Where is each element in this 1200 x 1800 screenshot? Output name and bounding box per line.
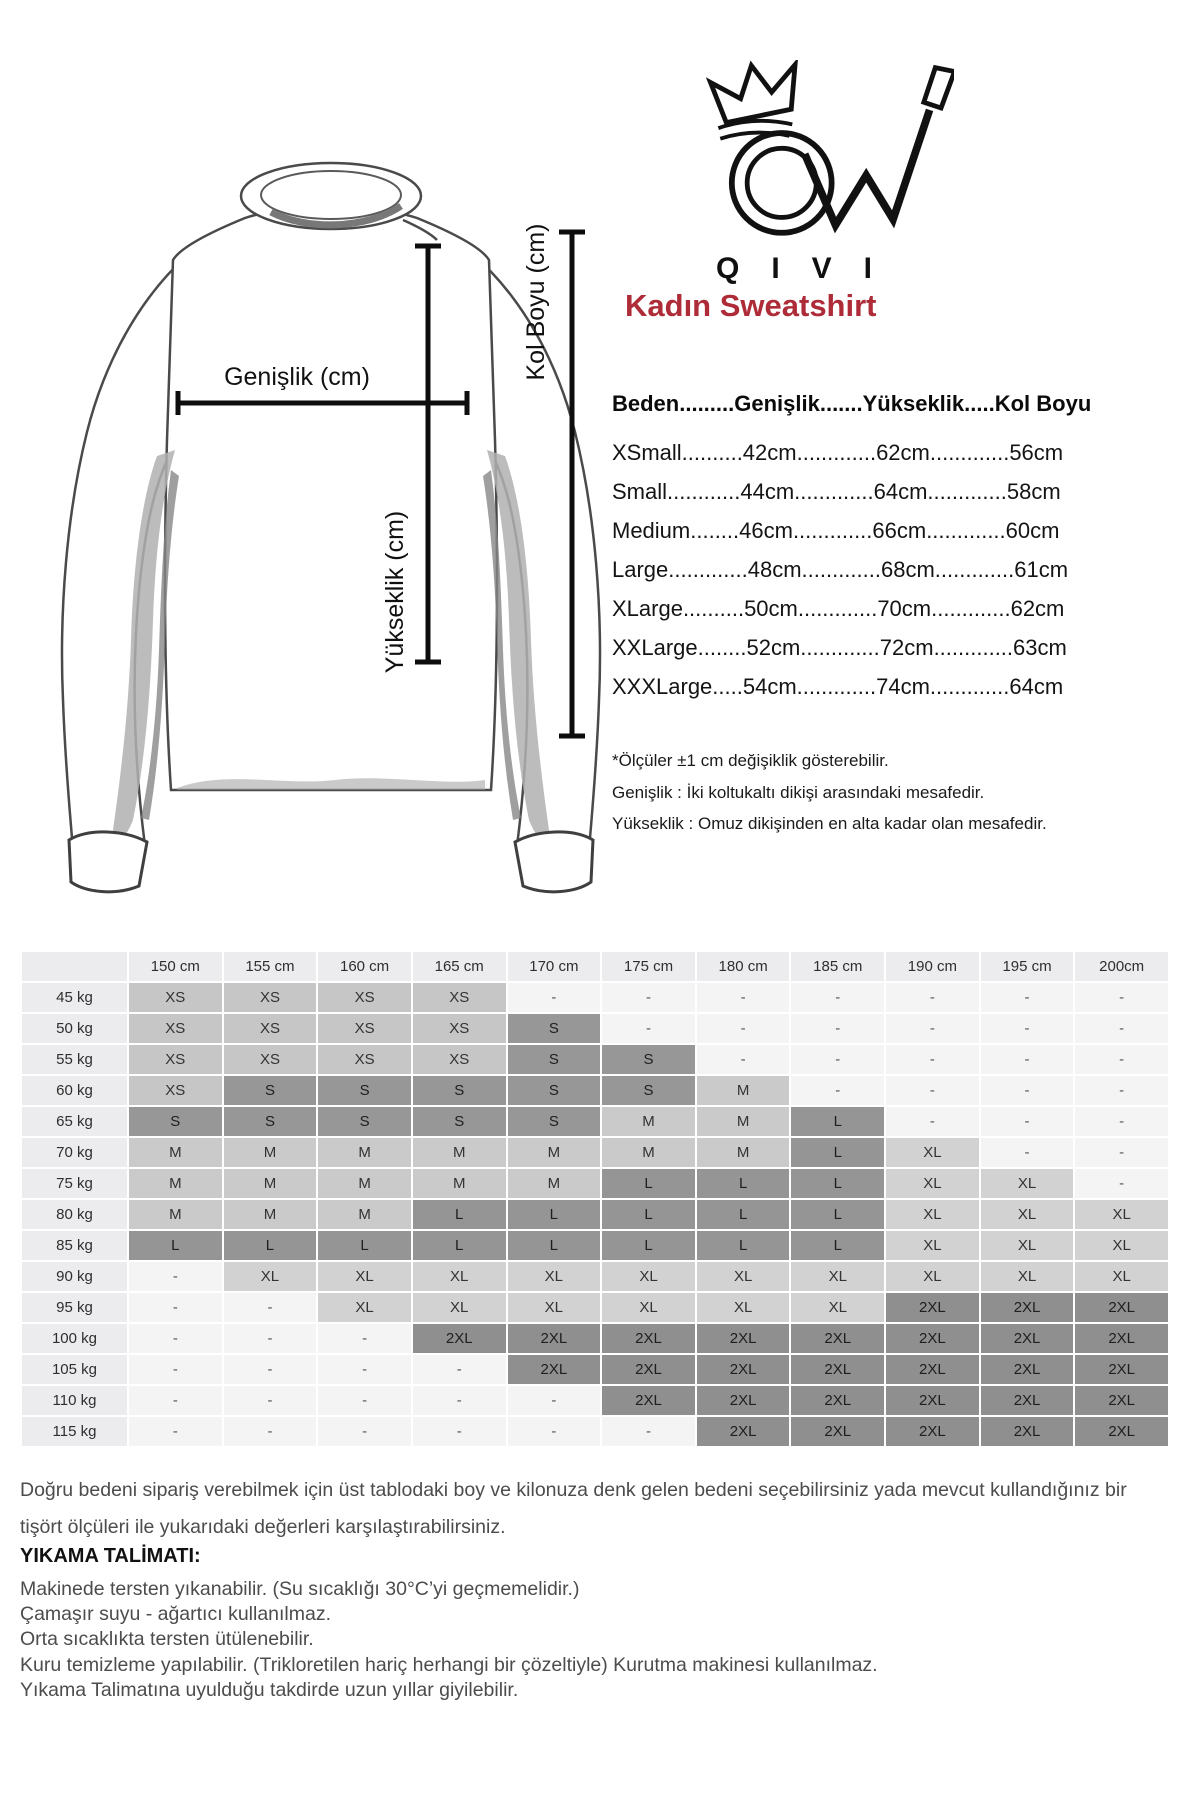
matrix-cell: - bbox=[981, 1107, 1074, 1136]
matrix-cell: 2XL bbox=[602, 1324, 695, 1353]
matrix-cell: L bbox=[602, 1231, 695, 1260]
matrix-cell: - bbox=[508, 983, 601, 1012]
sizing-help-text: Doğru bedeni sipariş verebilmek için üst tablodaki boy ve kilonuza denk gelen bedeni seçebilirsiniz yada mevcut kullandığınız bir tişört ölçüleri ile yukarıdaki değerleri karşılaştırabilirsiniz. bbox=[20, 1479, 1127, 1538]
matrix-cell: M bbox=[508, 1138, 601, 1167]
matrix-cell: L bbox=[791, 1107, 884, 1136]
matrix-cell: M bbox=[318, 1169, 411, 1198]
matrix-cell: - bbox=[791, 1045, 884, 1074]
size-list-rows bbox=[612, 433, 1069, 706]
matrix-cell: - bbox=[129, 1417, 222, 1446]
size-list-row: Small............44cm.............64cm.............58cm bbox=[612, 479, 1061, 504]
matrix-cell: - bbox=[318, 1417, 411, 1446]
collar-inner bbox=[261, 171, 401, 219]
matrix-cell: L bbox=[697, 1169, 790, 1198]
height-measure-label: Yükseklik (cm) bbox=[381, 510, 409, 674]
matrix-cell: - bbox=[791, 983, 884, 1012]
matrix-cell: - bbox=[981, 1076, 1074, 1105]
matrix-cell: XS bbox=[129, 1014, 222, 1043]
matrix-cell: 2XL bbox=[791, 1324, 884, 1353]
matrix-cell: XS bbox=[318, 983, 411, 1012]
matrix-cell: S bbox=[602, 1045, 695, 1074]
matrix-cell: - bbox=[1075, 1169, 1168, 1198]
matrix-cell: M bbox=[129, 1169, 222, 1198]
matrix-cell: 2XL bbox=[981, 1293, 1074, 1322]
matrix-cell: - bbox=[129, 1262, 222, 1291]
matrix-weight-label: 55 kg bbox=[22, 1045, 127, 1074]
matrix-cell: 2XL bbox=[1075, 1417, 1168, 1446]
matrix-height-header: 160 cm bbox=[318, 952, 411, 981]
matrix-cell: 2XL bbox=[886, 1386, 979, 1415]
matrix-cell: L bbox=[602, 1169, 695, 1198]
matrix-cell: XL bbox=[602, 1293, 695, 1322]
matrix-cell: XS bbox=[413, 983, 506, 1012]
product-title: Kadın Sweatshirt bbox=[625, 288, 877, 323]
matrix-cell: XL bbox=[224, 1262, 317, 1291]
matrix-cell: M bbox=[697, 1138, 790, 1167]
matrix-cell: XS bbox=[224, 1045, 317, 1074]
matrix-cell: S bbox=[413, 1107, 506, 1136]
matrix-cell: - bbox=[602, 1417, 695, 1446]
size-list-row: XXXLarge.....54cm.............74cm.............64cm bbox=[612, 674, 1064, 699]
brand-wordmark: QIVI bbox=[716, 252, 905, 285]
matrix-weight-label: 85 kg bbox=[22, 1231, 127, 1260]
matrix-cell: - bbox=[508, 1386, 601, 1415]
matrix-cell: L bbox=[791, 1231, 884, 1260]
matrix-cell: XS bbox=[129, 1076, 222, 1105]
matrix-cell: L bbox=[129, 1231, 222, 1260]
matrix-cell: XL bbox=[1075, 1231, 1168, 1260]
matrix-cell: - bbox=[1075, 1107, 1168, 1136]
matrix-cell: XL bbox=[981, 1200, 1074, 1229]
matrix-cell: XS bbox=[129, 1045, 222, 1074]
matrix-weight-label: 60 kg bbox=[22, 1076, 127, 1105]
matrix-cell: - bbox=[413, 1355, 506, 1384]
matrix-height-header: 180 cm bbox=[697, 952, 790, 981]
matrix-corner-cell bbox=[22, 952, 127, 981]
matrix-cell: XS bbox=[318, 1045, 411, 1074]
matrix-cell: XL bbox=[508, 1262, 601, 1291]
matrix-cell: 2XL bbox=[602, 1355, 695, 1384]
matrix-cell: XL bbox=[981, 1262, 1074, 1291]
matrix-cell: XL bbox=[413, 1262, 506, 1291]
matrix-cell: XL bbox=[1075, 1200, 1168, 1229]
width-measure-label: Genişlik (cm) bbox=[224, 363, 370, 391]
matrix-cell: XL bbox=[886, 1138, 979, 1167]
size-note: Yükseklik : Omuz dikişinden en alta kadar olan mesafedir. bbox=[612, 814, 1047, 833]
size-list-row: XLarge..........50cm.............70cm.............62cm bbox=[612, 596, 1065, 621]
matrix-weight-label: 90 kg bbox=[22, 1262, 127, 1291]
matrix-cell: - bbox=[318, 1386, 411, 1415]
matrix-cell: - bbox=[886, 1045, 979, 1074]
matrix-cell: XL bbox=[318, 1293, 411, 1322]
matrix-cell: XL bbox=[886, 1231, 979, 1260]
matrix-cell: 2XL bbox=[886, 1355, 979, 1384]
matrix-cell: - bbox=[886, 1076, 979, 1105]
matrix-cell: 2XL bbox=[981, 1324, 1074, 1353]
matrix-cell: - bbox=[224, 1417, 317, 1446]
matrix-height-header: 175 cm bbox=[602, 952, 695, 981]
care-line: Makinede tersten yıkanabilir. (Su sıcaklığı 30°C’yi geçmemelidir.) bbox=[20, 1578, 580, 1600]
matrix-cell: - bbox=[791, 1076, 884, 1105]
size-list bbox=[612, 391, 1092, 840]
matrix-cell: XS bbox=[224, 1014, 317, 1043]
matrix-weight-label: 70 kg bbox=[22, 1138, 127, 1167]
matrix-cell: L bbox=[791, 1169, 884, 1198]
matrix-cell: - bbox=[1075, 1138, 1168, 1167]
matrix-cell: XL bbox=[508, 1293, 601, 1322]
matrix-cell: L bbox=[791, 1138, 884, 1167]
matrix-cell: S bbox=[508, 1076, 601, 1105]
matrix-cell: - bbox=[981, 1138, 1074, 1167]
matrix-cell: 2XL bbox=[697, 1386, 790, 1415]
matrix-cell: 2XL bbox=[791, 1355, 884, 1384]
matrix-cell: S bbox=[508, 1107, 601, 1136]
matrix-cell: - bbox=[1075, 1045, 1168, 1074]
matrix-cell: XL bbox=[318, 1262, 411, 1291]
matrix-cell: S bbox=[318, 1107, 411, 1136]
matrix-cell: L bbox=[413, 1231, 506, 1260]
matrix-cell: - bbox=[129, 1355, 222, 1384]
matrix-cell: L bbox=[508, 1231, 601, 1260]
matrix-cell: XL bbox=[886, 1262, 979, 1291]
matrix-cell: - bbox=[1075, 983, 1168, 1012]
size-note: *Ölçüler ±1 cm değişiklik gösterebilir. bbox=[612, 751, 889, 770]
matrix-cell: M bbox=[224, 1169, 317, 1198]
care-line: Çamaşır suyu - ağartıcı kullanılmaz. bbox=[20, 1603, 332, 1626]
matrix-cell: S bbox=[318, 1076, 411, 1105]
matrix-height-header: 150 cm bbox=[129, 952, 222, 981]
matrix-cell: XL bbox=[886, 1200, 979, 1229]
care-line: Yıkama Talimatına uyulduğu takdirde uzun yıllar giyilebilir. bbox=[20, 1678, 519, 1701]
matrix-cell: - bbox=[224, 1293, 317, 1322]
matrix-cell: M bbox=[697, 1076, 790, 1105]
matrix-weight-label: 80 kg bbox=[22, 1200, 127, 1229]
matrix-cell: - bbox=[602, 983, 695, 1012]
matrix-cell: XS bbox=[413, 1014, 506, 1043]
matrix-cell: - bbox=[602, 1014, 695, 1043]
matrix-cell: 2XL bbox=[697, 1417, 790, 1446]
matrix-cell: 2XL bbox=[602, 1386, 695, 1415]
matrix-weight-label: 105 kg bbox=[22, 1355, 127, 1384]
matrix-cell: 2XL bbox=[1075, 1293, 1168, 1322]
matrix-cell: 2XL bbox=[1075, 1355, 1168, 1384]
matrix-height-header: 200cm bbox=[1075, 952, 1168, 981]
sweatshirt-diagram bbox=[25, 140, 615, 910]
matrix-cell: M bbox=[129, 1138, 222, 1167]
care-lines bbox=[20, 1577, 1170, 1703]
matrix-cell: XL bbox=[697, 1293, 790, 1322]
matrix-cell: S bbox=[508, 1014, 601, 1043]
matrix-cell: M bbox=[508, 1169, 601, 1198]
matrix-cell: L bbox=[791, 1200, 884, 1229]
matrix-cell: L bbox=[413, 1200, 506, 1229]
care-line: Kuru temizleme yapılabilir. (Trikloretilen hariç herhangi bir çözeltiyle) Kurutma makinesi kullanılmaz. bbox=[20, 1653, 878, 1676]
matrix-cell: M bbox=[318, 1200, 411, 1229]
matrix-height-header: 155 cm bbox=[224, 952, 317, 981]
matrix-cell: XS bbox=[413, 1045, 506, 1074]
matrix-cell: M bbox=[602, 1138, 695, 1167]
matrix-cell: XL bbox=[981, 1231, 1074, 1260]
matrix-cell: XS bbox=[129, 983, 222, 1012]
care-line: Orta sıcaklıkta tersten ütülenebilir. bbox=[20, 1628, 314, 1651]
matrix-cell: L bbox=[697, 1200, 790, 1229]
matrix-cell: S bbox=[602, 1076, 695, 1105]
matrix-cell: XL bbox=[791, 1262, 884, 1291]
matrix-cell: XL bbox=[413, 1293, 506, 1322]
matrix-height-header: 195 cm bbox=[981, 952, 1074, 981]
matrix-weight-label: 65 kg bbox=[22, 1107, 127, 1136]
matrix-height-header: 165 cm bbox=[413, 952, 506, 981]
matrix-cell: M bbox=[318, 1138, 411, 1167]
matrix-cell: - bbox=[224, 1386, 317, 1415]
right-cuff bbox=[515, 832, 593, 892]
matrix-cell: XL bbox=[791, 1293, 884, 1322]
matrix-height-header: 190 cm bbox=[886, 952, 979, 981]
matrix-cell: S bbox=[508, 1045, 601, 1074]
matrix-weight-label: 95 kg bbox=[22, 1293, 127, 1322]
matrix-cell: XL bbox=[981, 1169, 1074, 1198]
matrix-weight-label: 110 kg bbox=[22, 1386, 127, 1415]
matrix-cell: M bbox=[224, 1200, 317, 1229]
matrix-cell: L bbox=[602, 1200, 695, 1229]
matrix-cell: 2XL bbox=[886, 1293, 979, 1322]
matrix-weight-label: 100 kg bbox=[22, 1324, 127, 1353]
size-list-header: Beden.........Genişlik.......Yükseklik.....Kol Boyu bbox=[612, 391, 1092, 416]
brand-logo-icon bbox=[692, 60, 954, 252]
matrix-cell: - bbox=[129, 1293, 222, 1322]
matrix-cell: - bbox=[697, 1014, 790, 1043]
size-list-row: Large.............48cm.............68cm.............61cm bbox=[612, 557, 1069, 582]
matrix-cell: 2XL bbox=[981, 1417, 1074, 1446]
matrix-cell: XS bbox=[318, 1014, 411, 1043]
size-matrix bbox=[22, 952, 1168, 1446]
matrix-cell: XL bbox=[1075, 1262, 1168, 1291]
matrix-cell: 2XL bbox=[886, 1324, 979, 1353]
matrix-cell: M bbox=[413, 1169, 506, 1198]
size-list-row: XSmall..........42cm.............62cm.............56cm bbox=[612, 440, 1064, 465]
matrix-cell: - bbox=[318, 1324, 411, 1353]
left-cuff bbox=[69, 832, 147, 892]
matrix-cell: L bbox=[318, 1231, 411, 1260]
matrix-cell: 2XL bbox=[981, 1355, 1074, 1384]
matrix-cell: L bbox=[508, 1200, 601, 1229]
matrix-cell: - bbox=[129, 1324, 222, 1353]
matrix-cell: XS bbox=[224, 983, 317, 1012]
matrix-cell: 2XL bbox=[1075, 1386, 1168, 1415]
matrix-cell: - bbox=[886, 1014, 979, 1043]
size-list-row: XXLarge........52cm.............72cm.............63cm bbox=[612, 635, 1067, 660]
matrix-cell: 2XL bbox=[508, 1355, 601, 1384]
matrix-cell: L bbox=[697, 1231, 790, 1260]
logo-accent-mark bbox=[924, 68, 954, 108]
matrix-cell: M bbox=[697, 1107, 790, 1136]
crown-icon bbox=[709, 60, 803, 124]
matrix-cell: S bbox=[224, 1107, 317, 1136]
matrix-cell: - bbox=[224, 1324, 317, 1353]
matrix-cell: 2XL bbox=[791, 1417, 884, 1446]
matrix-cell: - bbox=[697, 983, 790, 1012]
matrix-cell: - bbox=[981, 983, 1074, 1012]
matrix-cell: - bbox=[129, 1386, 222, 1415]
matrix-cell: - bbox=[1075, 1076, 1168, 1105]
matrix-cell: 2XL bbox=[697, 1355, 790, 1384]
matrix-cell: 2XL bbox=[697, 1324, 790, 1353]
matrix-cell: XL bbox=[697, 1262, 790, 1291]
matrix-cell: M bbox=[224, 1138, 317, 1167]
matrix-cell: 2XL bbox=[981, 1386, 1074, 1415]
matrix-weight-label: 45 kg bbox=[22, 983, 127, 1012]
torso bbox=[165, 208, 497, 791]
matrix-cell: L bbox=[224, 1231, 317, 1260]
brand bbox=[692, 60, 972, 286]
matrix-cell: - bbox=[791, 1014, 884, 1043]
matrix-cell: M bbox=[413, 1138, 506, 1167]
size-note: Genişlik : İki koltukaltı dikişi arasındaki mesafedir. bbox=[612, 782, 985, 802]
matrix-cell: 2XL bbox=[791, 1386, 884, 1415]
matrix-cell: XL bbox=[886, 1169, 979, 1198]
matrix-cell: S bbox=[413, 1076, 506, 1105]
sleeve-measure-label: Kol Boyu (cm) bbox=[522, 223, 550, 381]
matrix-height-header: 170 cm bbox=[508, 952, 601, 981]
matrix-cell: - bbox=[697, 1045, 790, 1074]
matrix-cell: - bbox=[224, 1355, 317, 1384]
matrix-cell: M bbox=[129, 1200, 222, 1229]
matrix-cell: - bbox=[886, 983, 979, 1012]
matrix-weight-label: 115 kg bbox=[22, 1417, 127, 1446]
matrix-cell: - bbox=[981, 1045, 1074, 1074]
size-notes bbox=[612, 745, 1047, 840]
matrix-cell: - bbox=[886, 1107, 979, 1136]
matrix-cell: 2XL bbox=[508, 1324, 601, 1353]
matrix-cell: - bbox=[981, 1014, 1074, 1043]
matrix-cell: M bbox=[602, 1107, 695, 1136]
matrix-cell: S bbox=[129, 1107, 222, 1136]
care-title: YIKAMA TALİMATI: bbox=[20, 1545, 201, 1567]
matrix-cell: - bbox=[413, 1417, 506, 1446]
matrix-cell: 2XL bbox=[413, 1324, 506, 1353]
size-list-row: Medium........46cm.............66cm.............60cm bbox=[612, 518, 1060, 543]
matrix-cell: - bbox=[1075, 1014, 1168, 1043]
matrix-cell: - bbox=[508, 1417, 601, 1446]
matrix-height-header: 185 cm bbox=[791, 952, 884, 981]
matrix-cell: S bbox=[224, 1076, 317, 1105]
matrix-weight-label: 50 kg bbox=[22, 1014, 127, 1043]
matrix-cell: 2XL bbox=[1075, 1324, 1168, 1353]
matrix-cell: 2XL bbox=[886, 1417, 979, 1446]
matrix-cell: - bbox=[318, 1355, 411, 1384]
matrix-cell: - bbox=[413, 1386, 506, 1415]
matrix-cell: XL bbox=[602, 1262, 695, 1291]
matrix-weight-label: 75 kg bbox=[22, 1169, 127, 1198]
